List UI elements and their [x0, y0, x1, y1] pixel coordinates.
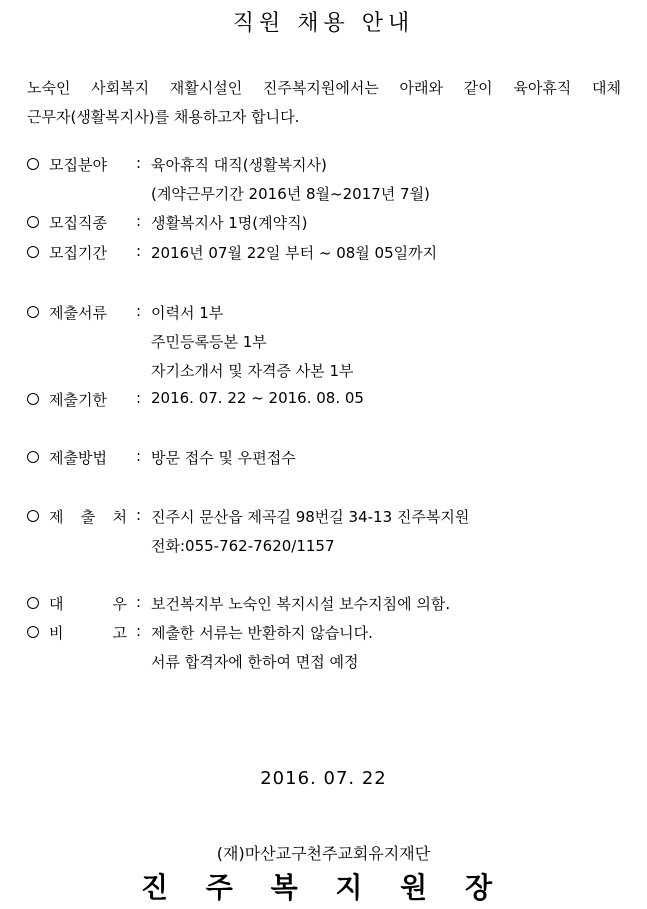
place-colon: : — [136, 506, 142, 524]
deadline-value: 2016. 07. 22 ~ 2016. 08. 05 — [151, 389, 364, 407]
position-colon: : — [136, 212, 142, 230]
intro-word: 같이 — [463, 79, 493, 97]
intro-word: 육아휴직 — [513, 79, 572, 97]
intro-line-1 — [27, 77, 621, 98]
documents-extra: 주민등록등본 1부 — [151, 333, 267, 351]
bullet-circle-icon — [27, 306, 39, 318]
page-title: 직원 채용 안내 — [232, 11, 415, 36]
remarks-value: 제출한 서류는 반환하지 않습니다. — [151, 624, 373, 642]
documents-value: 이력서 1부 — [151, 304, 224, 322]
treatment-label-char: 우 — [112, 595, 127, 613]
period-label: 모집기간 — [49, 244, 107, 262]
remarks-label — [49, 622, 127, 643]
intro-word: 대체 — [591, 79, 621, 97]
signature-title: 진 주 복 지 원 장 — [140, 871, 507, 904]
intro-word: 재활시설인 — [169, 79, 243, 97]
place-label-char: 처 — [112, 508, 127, 526]
remarks-extra: 서류 합격자에 한하여 면접 예정 — [151, 653, 359, 671]
documents-extra: 자기소개서 및 자격증 사본 1부 — [151, 362, 354, 380]
intro-word: 아래와 — [399, 79, 443, 97]
intro-word: 노숙인 — [27, 79, 71, 97]
field-label: 모집분야 — [49, 156, 107, 174]
intro-line-2: 근무자(생활복지사)를 채용하고자 합니다. — [27, 108, 300, 126]
deadline-label: 제출기한 — [49, 391, 107, 409]
organization-name: (재)마산교구천주교회유지재단 — [216, 844, 431, 863]
field-contract-period: (계약근무기간 2016년 8월~2017년 7월) — [151, 185, 430, 203]
bullet-circle-icon — [27, 510, 39, 522]
treatment-label-char: 대 — [49, 595, 64, 613]
remarks-label-char: 비 — [49, 624, 64, 642]
documents-label: 제출서류 — [49, 304, 107, 322]
bullet-circle-icon — [27, 246, 39, 258]
position-label: 모집직종 — [49, 214, 107, 232]
documents-colon: : — [136, 302, 142, 320]
bullet-circle-icon — [27, 626, 39, 638]
period-value: 2016년 07월 22일 부터 ~ 08월 05일까지 — [151, 244, 438, 262]
place-label-char: 출 — [80, 508, 96, 526]
bullet-circle-icon — [27, 158, 39, 170]
place-label — [49, 506, 127, 527]
remarks-colon: : — [136, 622, 142, 640]
field-value: 육아휴직 대직(생활복지사) — [151, 156, 327, 174]
method-label: 제출방법 — [49, 449, 107, 467]
bullet-circle-icon — [27, 393, 39, 405]
place-value: 진주시 문산읍 제곡길 98번길 34-13 진주복지원 — [151, 508, 470, 526]
treatment-label — [49, 593, 127, 614]
method-colon: : — [136, 447, 142, 465]
intro-word: 진주복지원에서는 — [262, 79, 379, 97]
intro-word: 사회복지 — [91, 79, 150, 97]
method-value: 방문 접수 및 우편접수 — [151, 449, 296, 467]
field-colon: : — [136, 154, 142, 172]
position-value: 생활복지사 1명(계약직) — [151, 214, 308, 232]
place-label-char: 제 — [49, 508, 64, 526]
bullet-circle-icon — [27, 216, 39, 228]
treatment-colon: : — [136, 593, 142, 611]
bullet-circle-icon — [27, 451, 39, 463]
deadline-colon: : — [136, 389, 142, 407]
place-phone: 전화:055-762-7620/1157 — [151, 537, 335, 555]
remarks-label-char: 고 — [112, 624, 127, 642]
period-colon: : — [136, 242, 142, 260]
announcement-date: 2016. 07. 22 — [260, 768, 387, 789]
treatment-value: 보건복지부 노숙인 복지시설 보수지침에 의함. — [151, 595, 451, 613]
bullet-circle-icon — [27, 597, 39, 609]
